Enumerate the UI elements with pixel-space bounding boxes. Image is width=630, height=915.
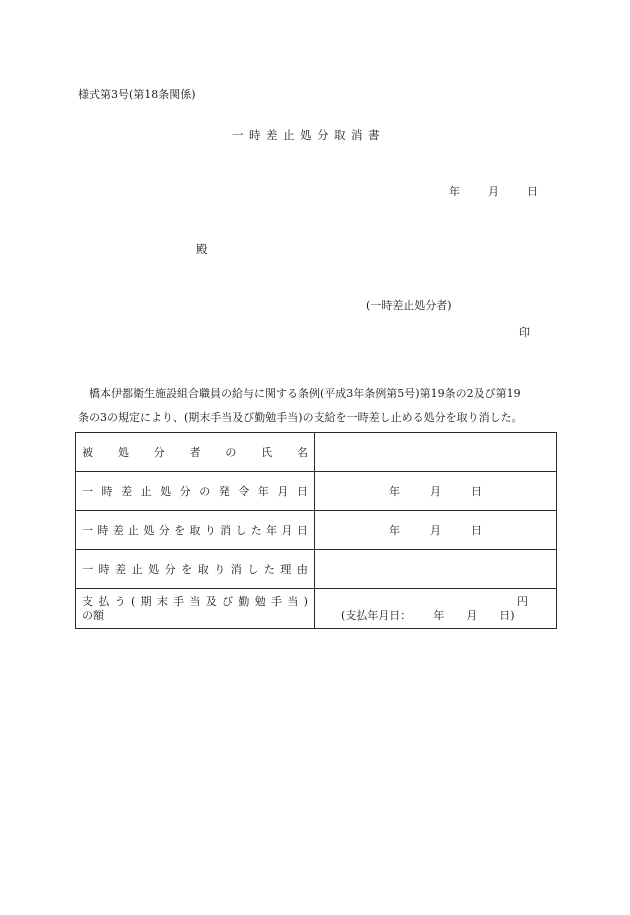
body-line-2: 条の3の規定により、(期末手当及び勤勉手当)の支給を一時差し止める処分を取り消した。 — [78, 411, 523, 424]
body-paragraph — [78, 382, 560, 430]
row-label: 一 時 差 止 処 分 を 取 り 消 し た 理 由 — [76, 550, 315, 589]
disposition-table — [75, 432, 557, 629]
name-value-field — [315, 433, 557, 472]
month-label: 月 — [488, 185, 499, 198]
table-row — [76, 589, 557, 629]
year-label: 年 — [449, 185, 460, 198]
row-label: 支 払 う ( 期 末 手 当 及 び 勤 勉 手 当 ) の額 — [76, 589, 315, 629]
table-row — [76, 433, 557, 472]
row-label: 一 時 差 止 処 分 を 取 り 消 し た 年 月 日 — [76, 511, 315, 550]
reason-value-field — [315, 550, 557, 589]
amount-label-line2: の額 — [82, 608, 104, 622]
document-title: 一時差止処分取消書 — [232, 128, 385, 142]
table-row — [76, 511, 557, 550]
payment-date: (支払年月日： 年 月 日) — [341, 609, 515, 622]
issue-date-line — [449, 183, 538, 199]
day-label: 日 — [527, 185, 538, 198]
body-line-1: 橋本伊都衛生施設組合職員の給与に関する条例(平成3年条例第5号)第19条の2及び第19 — [89, 387, 521, 400]
issue-date-value: 年 月 日 — [315, 472, 557, 511]
yen-unit: 円 — [517, 595, 528, 608]
amount-value-field — [315, 589, 557, 629]
form-number: 様式第3号(第18条関係) — [78, 88, 196, 101]
table-row — [76, 550, 557, 589]
seal-mark: 印 — [519, 326, 530, 339]
issuer-label: (一時差止処分者) — [366, 299, 452, 312]
cancel-date-value: 年 月 日 — [315, 511, 557, 550]
addressee-suffix: 殿 — [196, 242, 208, 256]
row-label: 一 時 差 止 処 分 の 発 令 年 月 日 — [76, 472, 315, 511]
row-label: 被 処 分 者 の 氏 名 — [76, 433, 315, 472]
table-row — [76, 472, 557, 511]
